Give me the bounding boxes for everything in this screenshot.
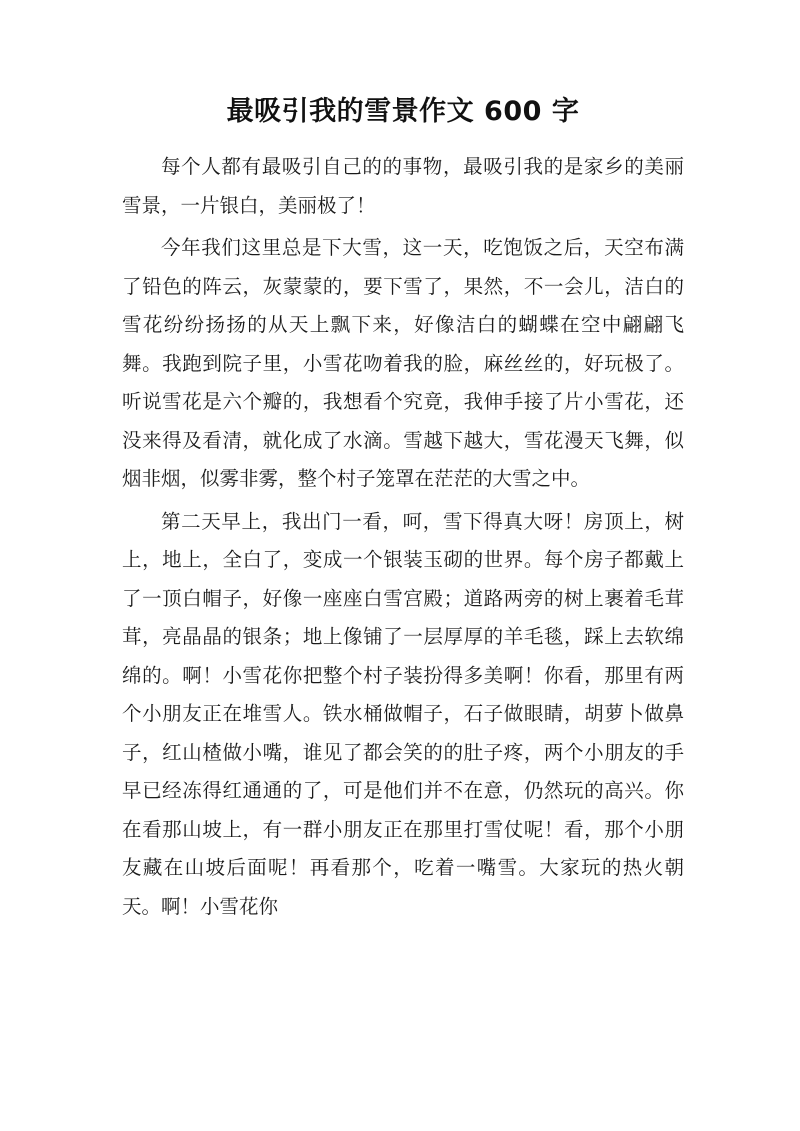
paragraph: 第二天早上，我出门一看，呵，雪下得真大呀！房顶上，树上，地上，全白了，变成一个银装玉砌的世界。每个房子都戴上了一顶白帽子，好像一座座白雪宫殿；道路两旁的树上裹着毛茸茸，亮晶晶的银条；地上像铺了一层厚厚的羊毛毯，踩上去软绵绵的。啊！小雪花你把整个村子装扮得多美啊！你看，那里有两个小朋友正在堆雪人。铁水桶做帽子，石子做眼睛，胡萝卜做鼻子，红山楂做小嘴，谁见了都会笑的的肚子疼，两个小朋友的手早已经冻得红通通的了，可是他们并不在意，仍然玩的高兴。你在看那山坡上，有一群小朋友正在那里打雪仗呢！看，那个小朋友藏在山坡后面呢！再看那个，吃着一嘴雪。大家玩的热火朝天。啊！小雪花你 — [122, 509, 684, 918]
document-title: 最吸引我的雪景作文 600 字 — [226, 96, 580, 127]
document-body — [122, 148, 684, 926]
paragraph: 每个人都有最吸引自己的的事物，最吸引我的是家乡的美丽雪景，一片银白，美丽极了！ — [122, 155, 684, 217]
paragraph: 今年我们这里总是下大雪，这一天，吃饱饭之后，天空布满了铅色的阵云，灰蒙蒙的，要下雪了，果然，不一会儿，洁白的雪花纷纷扬扬的从天上飘下来，好像洁白的蝴蝶在空中翩翩飞舞。我跑到院子里，小雪花吻着我的脸，麻丝丝的，好玩极了。听说雪花是六个瓣的，我想看个究竟，我伸手接了片小雪花，还没来得及看清，就化成了水滴。雪越下越大，雪花漫天飞舞，似烟非烟，似雾非雾，整个村子笼罩在茫茫的大雪之中。 — [122, 236, 684, 490]
